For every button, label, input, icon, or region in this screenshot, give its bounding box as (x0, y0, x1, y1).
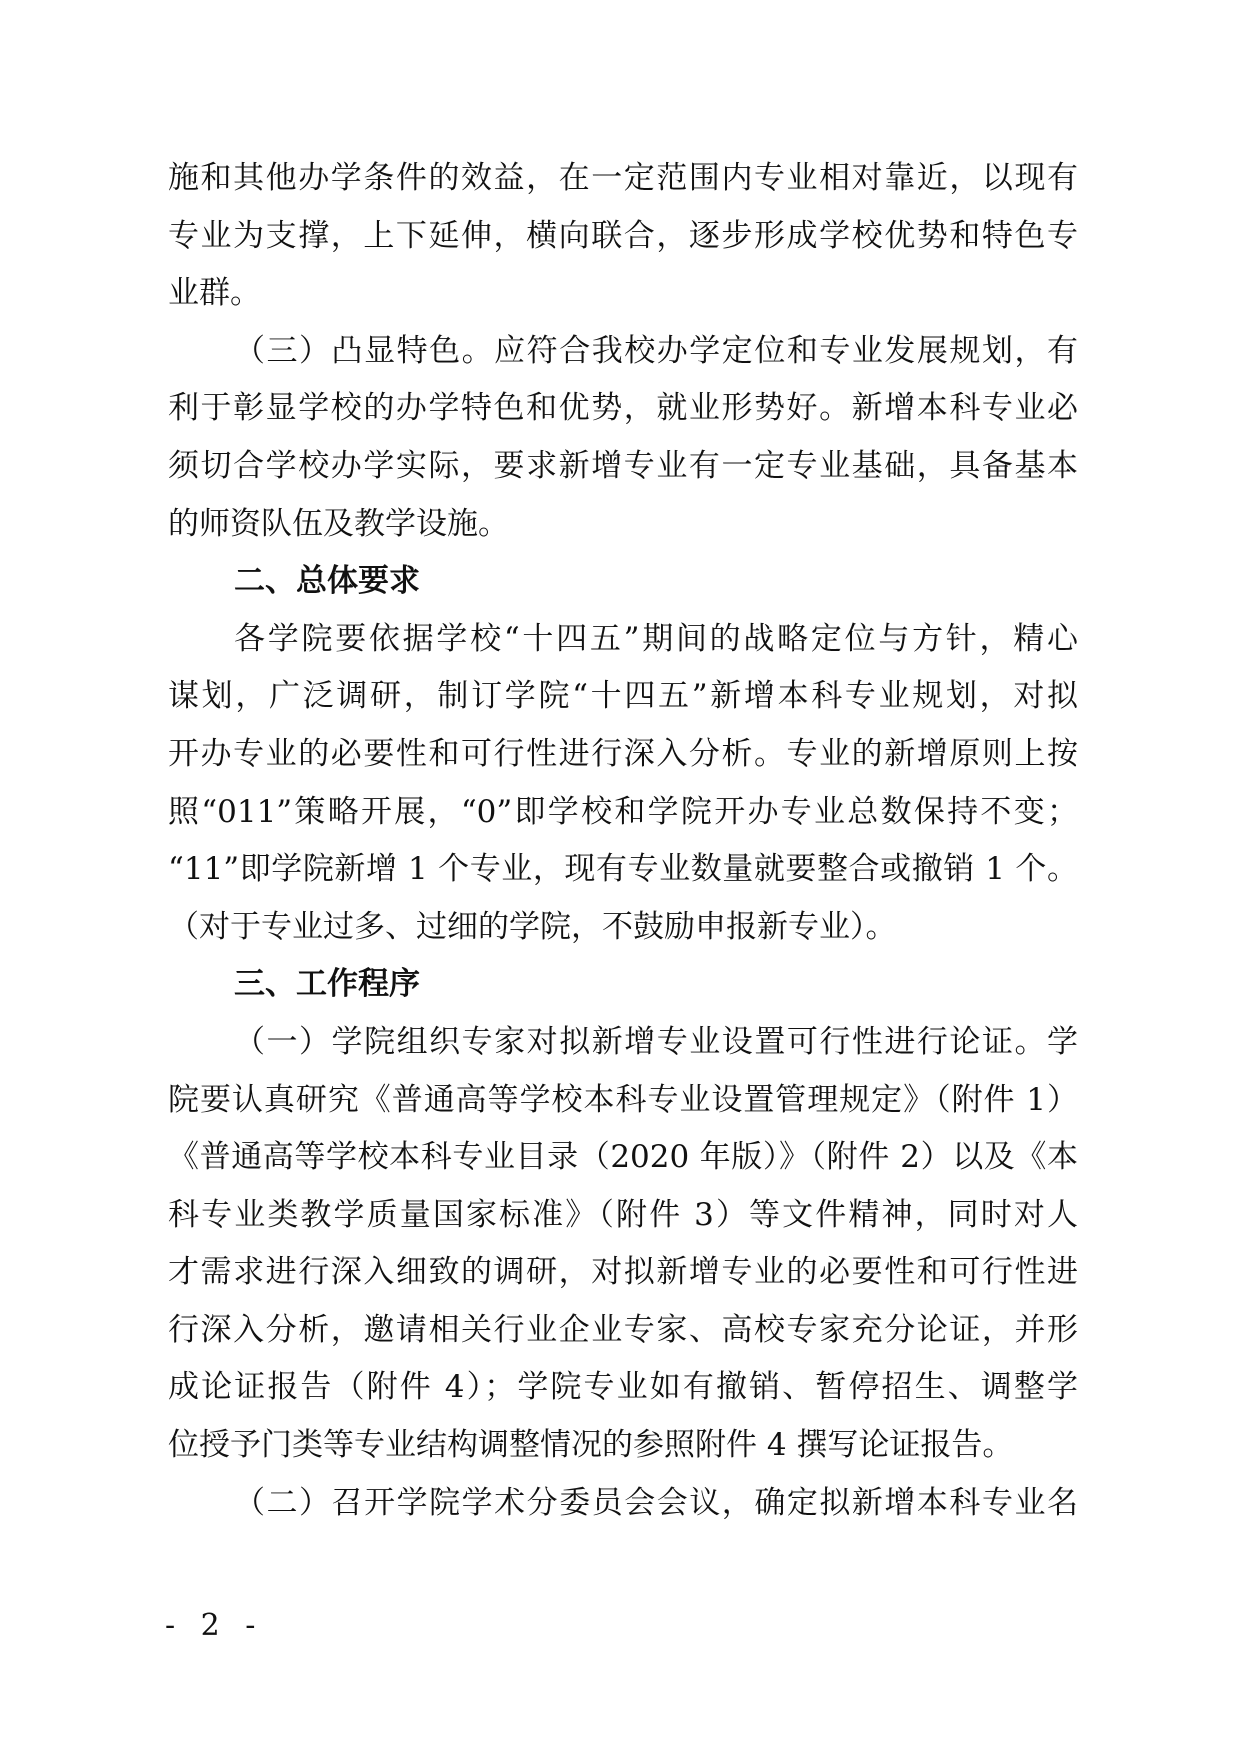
body-text-line: 照“011”策略开展，“0”即学校和学院开办专业总数保持不变； (168, 793, 1078, 830)
section-heading: 二、总体要求 (234, 563, 420, 600)
body-text-line: 须切合学校办学实际，要求新增专业有一定专业基础，具备基本 (168, 447, 1078, 484)
section-heading: 三、工作程序 (234, 966, 420, 1003)
body-text-line: “11”即学院新增 1 个专业，现有专业数量就要整合或撤销 1 个。 (168, 851, 1078, 888)
document-body (168, 150, 1078, 1532)
paragraph-start-line: （一）学院组织专家对拟新增专业设置可行性进行论证。学 (234, 1023, 1078, 1060)
body-text-line: 科专业类教学质量国家标准》（附件 3）等文件精神，同时对人 (168, 1196, 1078, 1233)
body-text-line: 开办专业的必要性和可行性进行深入分析。专业的新增原则上按 (168, 735, 1078, 772)
body-text-line: 专业为支撑，上下延伸，横向联合，逐步形成学校优势和特色专 (168, 217, 1078, 254)
body-text-line: 谋划，广泛调研，制订学院“十四五”新增本科专业规划，对拟 (168, 678, 1078, 715)
body-text-line: 业群。 (168, 275, 261, 312)
body-text-line: 院要认真研究《普通高等学校本科专业设置管理规定》（附件 1） (168, 1081, 1078, 1118)
body-text-line: （对于专业过多、过细的学院，不鼓励申报新专业）。 (168, 908, 897, 945)
body-text-line: 行深入分析，邀请相关行业企业专家、高校专家充分论证，并形 (168, 1311, 1078, 1348)
body-text-line: 利于彰显学校的办学特色和优势，就业形势好。新增本科专业必 (168, 390, 1078, 427)
paragraph-start-line: 各学院要依据学校“十四五”期间的战略定位与方针，精心 (234, 620, 1078, 657)
page-number: - 2 - (165, 1608, 264, 1643)
paragraph-start-line: （三）凸显特色。应符合我校办学定位和专业发展规划，有 (234, 332, 1078, 369)
body-text-line: 施和其他办学条件的效益，在一定范围内专业相对靠近，以现有 (168, 160, 1078, 196)
body-text-line: 《普通高等学校本科专业目录（2020 年版）》（附件 2）以及《本 (168, 1139, 1078, 1176)
paragraph-start-line: （二）召开学院学术分委员会会议，确定拟新增本科专业名 (234, 1484, 1078, 1521)
body-text-line: 位授予门类等专业结构调整情况的参照附件 4 撰写论证报告。 (168, 1427, 1014, 1464)
body-text-line: 成论证报告（附件 4）；学院专业如有撤销、暂停招生、调整学 (168, 1369, 1078, 1406)
body-text-line: 的师资队伍及教学设施。 (168, 505, 509, 542)
body-text-line: 才需求进行深入细致的调研，对拟新增专业的必要性和可行性进 (168, 1254, 1078, 1291)
